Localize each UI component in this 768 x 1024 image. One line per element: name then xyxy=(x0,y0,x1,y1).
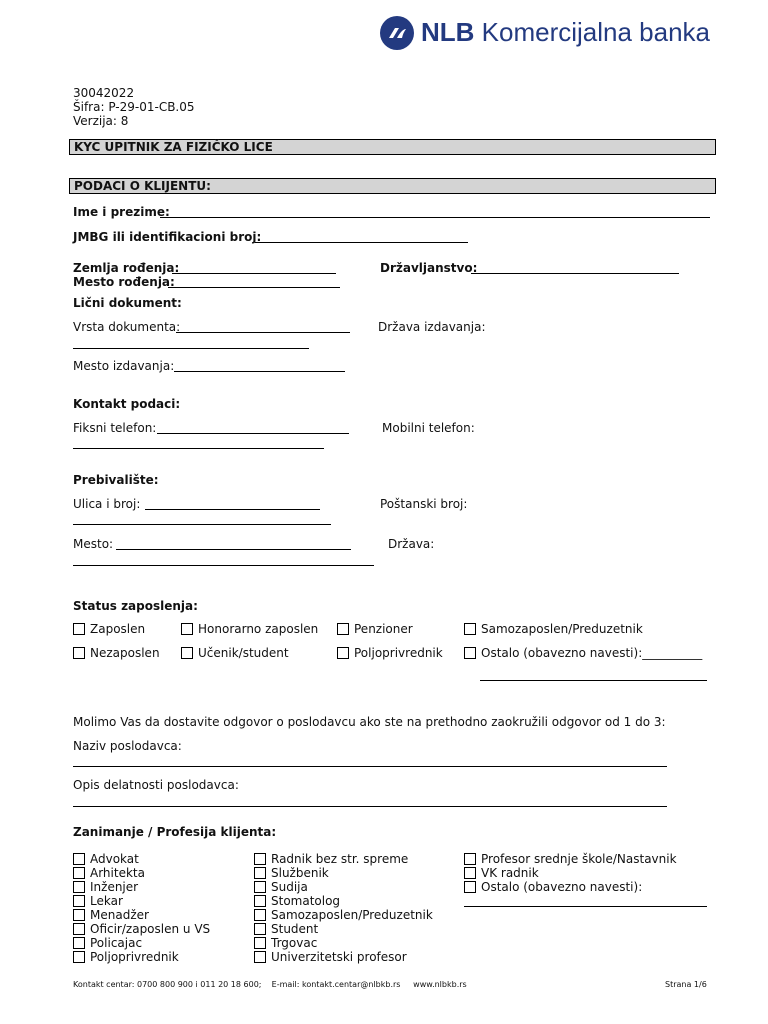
label-employer-name: Naziv poslodavca: xyxy=(73,739,182,753)
checkbox-doctor[interactable]: Lekar xyxy=(73,894,210,908)
checkbox-part-time[interactable]: Honorarno zaposlen xyxy=(181,622,318,636)
checkbox-teacher[interactable]: Profesor srednje škole/Nastavnik xyxy=(464,852,677,866)
profession-col-2 xyxy=(254,852,433,964)
label-document-type: Vrsta dokumenta: xyxy=(73,320,181,334)
checkbox-box xyxy=(73,647,85,659)
checkbox-unskilled-worker[interactable]: Radnik bez str. spreme xyxy=(254,852,433,866)
label-jmbg: JMBG ili identifikacioni broj: xyxy=(73,230,262,244)
employer-note: Molimo Vas da dostavite odgovor o poslodavcu ako ste na prethodno zaokružili odgovor od 1 do 3: xyxy=(73,715,666,729)
label-country: Država: xyxy=(388,537,435,551)
bank-logo-text: NLB Komercijalna banka xyxy=(421,17,711,47)
input-birth-country[interactable] xyxy=(172,273,336,274)
label-issuing-country: Država izdavanja: xyxy=(378,320,486,334)
checkbox-judge[interactable]: Sudija xyxy=(254,880,433,894)
checkbox-self-employed[interactable]: Samozaposlen/Preduzetnik xyxy=(464,622,643,636)
input-landline[interactable] xyxy=(157,433,349,434)
input-other-profession[interactable] xyxy=(464,906,707,907)
footer-page-number: Strana 1/6 xyxy=(665,980,707,989)
checkbox-clerk[interactable]: Službenik xyxy=(254,866,433,880)
label-profession: Zanimanje / Profesija klijenta: xyxy=(73,825,277,839)
checkbox-unemployed[interactable]: Nezaposlen xyxy=(73,646,160,660)
checkbox-box xyxy=(337,623,349,635)
input-issuing-place[interactable] xyxy=(174,371,345,372)
checkbox-self-employed-prof[interactable]: Samozaposlen/Preduzetnik xyxy=(254,908,433,922)
checkbox-box xyxy=(73,623,85,635)
input-postal-code[interactable] xyxy=(73,524,331,525)
label-citizenship: Državljanstvo: xyxy=(380,261,478,275)
input-full-name[interactable] xyxy=(160,217,710,218)
label-residence: Prebivalište: xyxy=(73,473,159,487)
checkbox-other-profession[interactable]: Ostalo (obavezno navesti): xyxy=(464,880,677,894)
checkbox-box xyxy=(181,647,193,659)
checkbox-dentist[interactable]: Stomatolog xyxy=(254,894,433,908)
label-birth-country: Zemlja rođenja: xyxy=(73,261,180,275)
input-city[interactable] xyxy=(116,549,351,550)
checkbox-merchant[interactable]: Trgovac xyxy=(254,936,433,950)
input-issuing-country[interactable] xyxy=(73,348,309,349)
checkbox-farmer[interactable]: Poljoprivrednik xyxy=(337,646,443,660)
checkbox-manager[interactable]: Menadžer xyxy=(73,908,210,922)
checkbox-skilled-worker[interactable]: VK radnik xyxy=(464,866,677,880)
input-citizenship[interactable] xyxy=(471,273,679,274)
section-client-header: PODACI O KLIJENTU: xyxy=(69,178,716,194)
label-contact: Kontakt podaci: xyxy=(73,397,181,411)
footer-contact: Kontakt centar: 0700 800 900 i 011 20 18 600; E-mail: kontakt.centar@nlbkb.rs www.nlbkb.rs xyxy=(73,980,467,989)
checkbox-box xyxy=(464,623,476,635)
checkbox-architect[interactable]: Arhitekta xyxy=(73,866,210,880)
checkbox-professor[interactable]: Univerzitetski profesor xyxy=(254,950,433,964)
profession-col-3 xyxy=(464,852,677,894)
label-issuing-place: Mesto izdavanja: xyxy=(73,359,175,373)
label-id-document: Lični dokument: xyxy=(73,296,182,310)
input-other-status[interactable] xyxy=(480,680,707,681)
input-street[interactable] xyxy=(145,509,320,510)
label-postal-code: Poštanski broj: xyxy=(380,497,468,511)
profession-col-1 xyxy=(73,852,210,964)
checkbox-employed[interactable]: Zaposlen xyxy=(73,622,145,636)
checkbox-farmer-prof[interactable]: Poljoprivrednik xyxy=(73,950,210,964)
doc-date: 30042022 xyxy=(73,86,135,100)
input-mobile[interactable] xyxy=(73,448,324,449)
label-city: Mesto: xyxy=(73,537,114,551)
checkbox-box xyxy=(464,647,476,659)
checkbox-police[interactable]: Policajac xyxy=(73,936,210,950)
checkbox-engineer[interactable]: Inženjer xyxy=(73,880,210,894)
input-country[interactable] xyxy=(73,565,374,566)
checkbox-student-prof[interactable]: Student xyxy=(254,922,433,936)
input-employer-name[interactable] xyxy=(73,766,667,767)
checkbox-officer[interactable]: Oficir/zaposlen u VS xyxy=(73,922,210,936)
label-employment-status: Status zaposlenja: xyxy=(73,599,198,613)
input-document-type[interactable] xyxy=(176,332,350,333)
input-jmbg[interactable] xyxy=(255,242,468,243)
checkbox-lawyer[interactable]: Advokat xyxy=(73,852,210,866)
checkbox-retired[interactable]: Penzioner xyxy=(337,622,413,636)
form-title: KYC UPITNIK ZA FIZIČKO LICE xyxy=(69,139,716,155)
input-employer-activity[interactable] xyxy=(73,806,667,807)
label-landline: Fiksni telefon: xyxy=(73,421,157,435)
checkbox-other-status[interactable]: Ostalo (obavezno navesti):__________ xyxy=(464,646,702,660)
label-full-name: Ime i prezime: xyxy=(73,205,170,219)
bank-logo-icon xyxy=(380,16,414,50)
doc-version: Verzija: 8 xyxy=(73,114,129,128)
checkbox-student[interactable]: Učenik/student xyxy=(181,646,289,660)
checkbox-box xyxy=(181,623,193,635)
label-street: Ulica i broj: xyxy=(73,497,141,511)
checkbox-box xyxy=(337,647,349,659)
label-employer-activity: Opis delatnosti poslodavca: xyxy=(73,778,239,792)
label-mobile: Mobilni telefon: xyxy=(382,421,475,435)
input-birth-place[interactable] xyxy=(168,287,340,288)
label-birth-place: Mesto rođenja: xyxy=(73,275,175,289)
doc-code: Šifra: P-29-01-CB.05 xyxy=(73,100,195,114)
